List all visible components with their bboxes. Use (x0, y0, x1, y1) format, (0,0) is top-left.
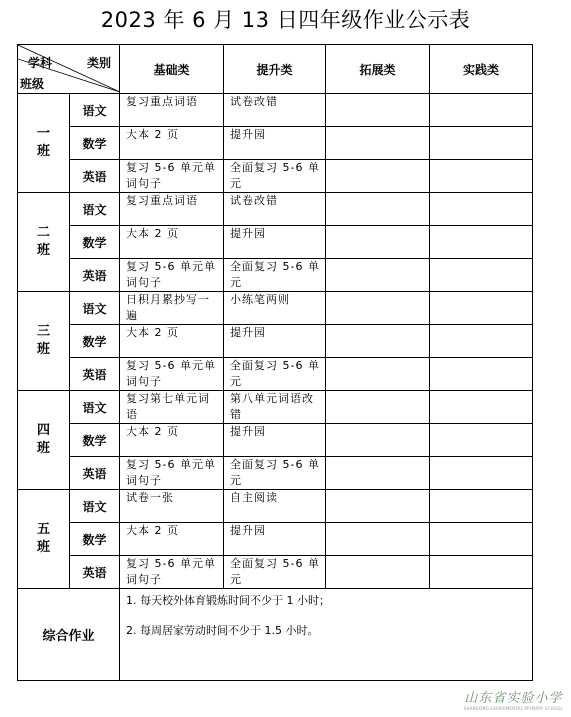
practice-homework-cell (430, 556, 533, 589)
class-name-cell (18, 94, 70, 193)
practice-homework-cell (430, 259, 533, 292)
advanced-homework-cell: 全面复习 5-6 单元 (224, 556, 326, 589)
extended-homework-cell (326, 94, 430, 127)
class-name-cell (18, 193, 70, 292)
advanced-homework-cell: 提升园 (224, 226, 326, 259)
table-row (18, 490, 533, 523)
extended-homework-cell (326, 325, 430, 358)
header-basic: 基础类 (120, 45, 224, 94)
class-name-char: 四 (36, 423, 50, 438)
basic-homework-cell: 大本 2 页 (120, 325, 224, 358)
subject-cell: 语文 (70, 391, 120, 424)
class-name-char: 班 (36, 243, 50, 258)
practice-homework-cell (430, 325, 533, 358)
practice-homework-cell (430, 523, 533, 556)
practice-homework-cell (430, 127, 533, 160)
table-row (18, 424, 533, 457)
subject-cell: 语文 (70, 193, 120, 226)
subject-cell: 语文 (70, 490, 120, 523)
subject-cell: 英语 (70, 259, 120, 292)
header-practice: 实践类 (430, 45, 533, 94)
class-name-char: 班 (36, 540, 50, 555)
extended-homework-cell (326, 457, 430, 490)
school-logo-english: SHANDONG EXPERIMENTAL PRIMARY SCHOOL (463, 706, 563, 711)
class-name-char: 五 (36, 522, 50, 537)
class-name-char: 班 (36, 144, 50, 159)
table-row (18, 358, 533, 391)
practice-homework-cell (430, 226, 533, 259)
subject-cell: 英语 (70, 160, 120, 193)
advanced-homework-cell: 全面复习 5-6 单元 (224, 259, 326, 292)
school-logo-name: 山东省实验小学 (464, 691, 563, 706)
practice-homework-cell (430, 358, 533, 391)
table-row (18, 556, 533, 589)
basic-homework-cell: 试卷一张 (120, 490, 224, 523)
advanced-homework-cell: 试卷改错 (224, 94, 326, 127)
advanced-homework-cell: 提升园 (224, 127, 326, 160)
advanced-homework-cell: 小练笔两则 (224, 292, 326, 325)
practice-homework-cell (430, 193, 533, 226)
table-row (18, 193, 533, 226)
advanced-homework-cell: 提升园 (224, 523, 326, 556)
header-extended: 拓展类 (326, 45, 430, 94)
extended-homework-cell (326, 193, 430, 226)
summary-item: 1. 每天校外体育锻炼时间不少于 1 小时； (126, 594, 330, 607)
table-row (18, 391, 533, 424)
extended-homework-cell (326, 391, 430, 424)
class-name-cell (18, 490, 70, 589)
table-row (18, 325, 533, 358)
summary-content (120, 589, 533, 681)
header-advanced: 提升类 (224, 45, 326, 94)
table-row (18, 127, 533, 160)
corner-cell (18, 45, 120, 94)
table-row (18, 259, 533, 292)
practice-homework-cell (430, 94, 533, 127)
basic-homework-cell: 复习 5-6 单元单词句子 (120, 160, 224, 193)
table-row (18, 226, 533, 259)
basic-homework-cell: 大本 2 页 (120, 127, 224, 160)
advanced-homework-cell: 试卷改错 (224, 193, 326, 226)
practice-homework-cell (430, 424, 533, 457)
corner-class-label: 班级 (20, 77, 45, 91)
subject-cell: 英语 (70, 358, 120, 391)
table-row (18, 292, 533, 325)
extended-homework-cell (326, 292, 430, 325)
basic-homework-cell: 复习 5-6 单元单词句子 (120, 259, 224, 292)
class-name-char: 三 (36, 324, 50, 339)
homework-table (17, 44, 533, 681)
extended-homework-cell (326, 259, 430, 292)
summary-item: 2. 每周居家劳动时间不少于 1.5 小时。 (126, 624, 319, 637)
extended-homework-cell (326, 127, 430, 160)
summary-label: 综合作业 (18, 589, 120, 681)
subject-cell: 数学 (70, 523, 120, 556)
basic-homework-cell: 复习 5-6 单元单词句子 (120, 358, 224, 391)
summary-row (18, 589, 533, 681)
practice-homework-cell (430, 457, 533, 490)
class-name-cell (18, 292, 70, 391)
extended-homework-cell (326, 160, 430, 193)
advanced-homework-cell: 第八单元词语改错 (224, 391, 326, 424)
subject-cell: 英语 (70, 556, 120, 589)
class-name-cell (18, 391, 70, 490)
advanced-homework-cell: 全面复习 5-6 单元 (224, 358, 326, 391)
extended-homework-cell (326, 358, 430, 391)
table-row (18, 160, 533, 193)
extended-homework-cell (326, 556, 430, 589)
basic-homework-cell: 日积月累抄写一遍 (120, 292, 224, 325)
extended-homework-cell (326, 523, 430, 556)
basic-homework-cell: 复习 5-6 单元单词句子 (120, 457, 224, 490)
subject-cell: 数学 (70, 424, 120, 457)
basic-homework-cell: 复习 5-6 单元单词句子 (120, 556, 224, 589)
corner-category-label: 类别 (86, 56, 111, 70)
basic-homework-cell: 复习重点词语 (120, 193, 224, 226)
basic-homework-cell: 复习第七单元词语 (120, 391, 224, 424)
school-logo (464, 687, 563, 711)
basic-homework-cell: 复习重点词语 (120, 94, 224, 127)
subject-cell: 语文 (70, 292, 120, 325)
table-row (18, 94, 533, 127)
basic-homework-cell: 大本 2 页 (120, 523, 224, 556)
advanced-homework-cell: 自主阅读 (224, 490, 326, 523)
basic-homework-cell: 大本 2 页 (120, 424, 224, 457)
header-row (18, 45, 533, 94)
subject-cell: 数学 (70, 226, 120, 259)
class-name-char: 二 (36, 225, 50, 240)
subject-cell: 数学 (70, 127, 120, 160)
advanced-homework-cell: 提升园 (224, 325, 326, 358)
class-name-char: 班 (36, 441, 50, 456)
basic-homework-cell: 大本 2 页 (120, 226, 224, 259)
class-name-char: 班 (36, 342, 50, 357)
class-name-char: 一 (36, 126, 50, 141)
practice-homework-cell (430, 490, 533, 523)
advanced-homework-cell: 提升园 (224, 424, 326, 457)
advanced-homework-cell: 全面复习 5-6 单元 (224, 457, 326, 490)
extended-homework-cell (326, 226, 430, 259)
subject-cell: 英语 (70, 457, 120, 490)
practice-homework-cell (430, 391, 533, 424)
table-row (18, 457, 533, 490)
extended-homework-cell (326, 490, 430, 523)
practice-homework-cell (430, 292, 533, 325)
page-title: 2023 年 6 月 13 日四年级作业公示表 (100, 8, 471, 32)
practice-homework-cell (430, 160, 533, 193)
extended-homework-cell (326, 424, 430, 457)
subject-cell: 语文 (70, 94, 120, 127)
table-row (18, 523, 533, 556)
subject-cell: 数学 (70, 325, 120, 358)
advanced-homework-cell: 全面复习 5-6 单元 (224, 160, 326, 193)
corner-subject-label: 学科 (28, 56, 53, 70)
